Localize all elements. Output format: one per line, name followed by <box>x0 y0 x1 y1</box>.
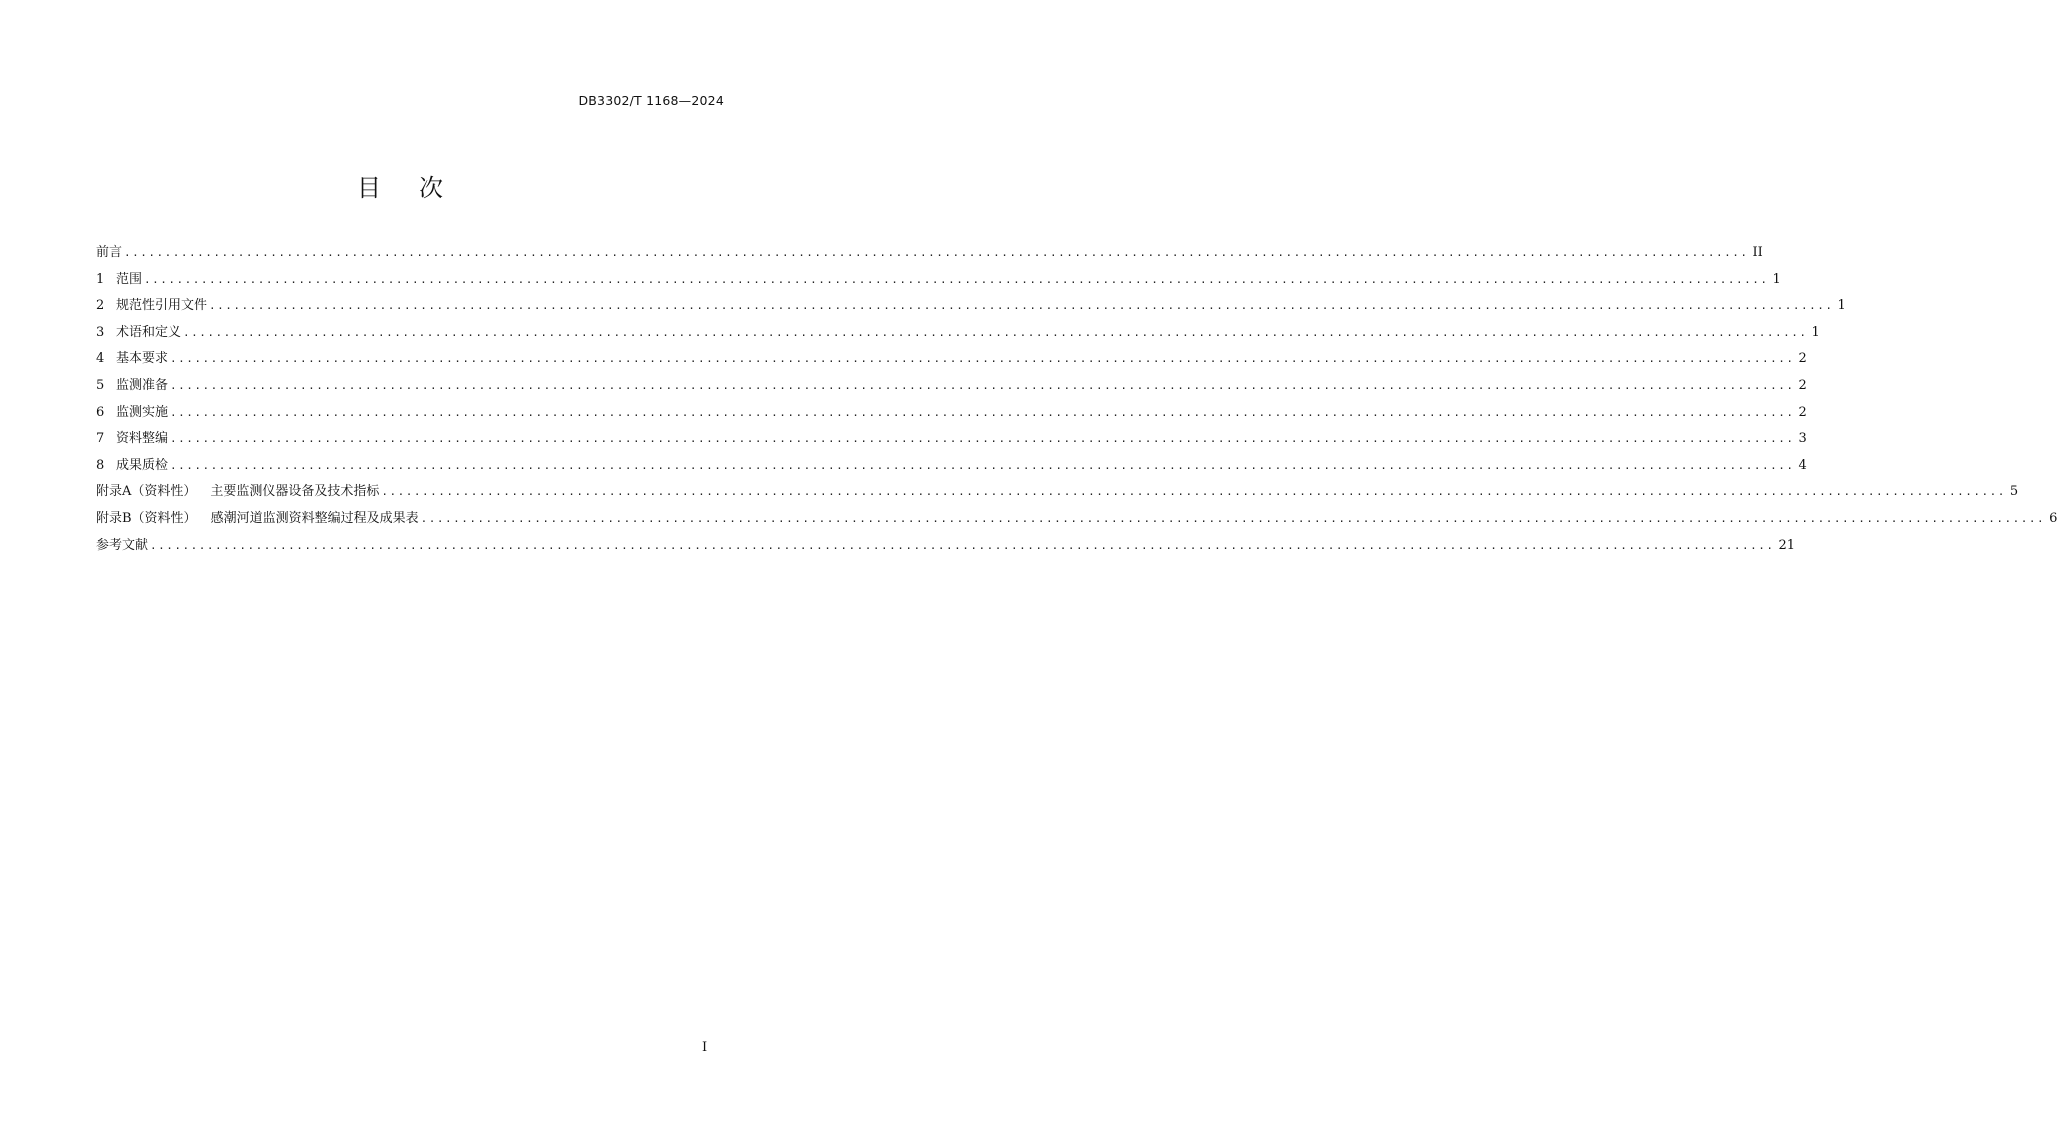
toc-dot-leader: ........................................................................................................................................................................................................ <box>209 299 1834 313</box>
toc-entry-basic-requirements[interactable] <box>96 346 1807 373</box>
toc-page-number: 6 <box>2049 510 2057 526</box>
toc-page-number: 3 <box>1798 431 1807 447</box>
toc-page-number: 2 <box>1798 351 1807 367</box>
toc-page-number: 1 <box>1772 271 1781 287</box>
toc-entry-data-compilation[interactable] <box>96 426 1807 453</box>
toc-dot-leader: ........................................................................................................................................................................................................ <box>381 485 2006 499</box>
toc-page-number: 4 <box>1798 457 1807 473</box>
toc-entry-appendix-b[interactable] <box>96 506 2057 533</box>
toc-entry-quality-inspection[interactable] <box>96 453 1807 480</box>
toc-entry-label: 范围 <box>116 271 143 287</box>
toc-entry-monitoring-preparation[interactable] <box>96 373 1807 400</box>
toc-section-number: 3 <box>96 324 105 340</box>
table-of-contents <box>96 240 2057 559</box>
toc-entry-appendix-a[interactable] <box>96 479 2019 506</box>
toc-entry-scope[interactable] <box>96 267 1781 294</box>
toc-section-number: 7 <box>96 431 105 447</box>
page-title: 目次 <box>357 174 481 202</box>
toc-entry-normative-references[interactable] <box>96 293 1846 320</box>
toc-dot-leader: ........................................................................................................................................................................................................ <box>170 352 1795 366</box>
toc-dot-leader: ........................................................................................................................................................................................................ <box>144 272 1769 286</box>
toc-section-number: 2 <box>96 298 105 314</box>
toc-section-number: 6 <box>96 404 105 420</box>
toc-entry-label <box>96 506 419 533</box>
toc-entry-label: 资料整编 <box>116 431 169 447</box>
toc-dot-leader: ........................................................................................................................................................................................................ <box>170 378 1795 392</box>
toc-entry-label: 术语和定义 <box>116 324 182 340</box>
toc-section-number: 1 <box>96 271 105 287</box>
toc-dot-leader: ........................................................................................................................................................................................................ <box>170 432 1795 446</box>
toc-dot-leader: ........................................................................................................................................................................................................ <box>170 458 1795 472</box>
page-number: I <box>702 1040 708 1055</box>
toc-section-number: 4 <box>96 351 105 367</box>
toc-entry-label: 前言 <box>96 245 123 260</box>
toc-section-number: 5 <box>96 377 105 393</box>
toc-page-number: 2 <box>1798 377 1807 393</box>
toc-page-number: 1 <box>1837 298 1846 314</box>
toc-page-number: 1 <box>1811 324 1820 340</box>
toc-dot-leader: ........................................................................................................................................................................................................ <box>420 511 2046 525</box>
toc-section-number: 8 <box>96 457 105 473</box>
toc-entry-label: 基本要求 <box>116 351 169 367</box>
toc-entry-label: 监测准备 <box>116 377 169 393</box>
toc-appendix-label: 附录B（资料性） <box>96 510 197 526</box>
toc-entry-label: 参考文献 <box>96 537 149 553</box>
toc-dot-leader: ........................................................................................................................................................................................................ <box>124 246 1749 259</box>
toc-entry-label <box>96 479 379 506</box>
toc-appendix-title: 感潮河道监测资料整编过程及成果表 <box>210 510 419 526</box>
toc-dot-leader: ........................................................................................................................................................................................................ <box>183 325 1808 339</box>
toc-dot-leader: ........................................................................................................................................................................................................ <box>150 538 1775 552</box>
toc-page-number: 2 <box>1798 404 1807 420</box>
toc-entry-label: 监测实施 <box>116 404 169 420</box>
toc-entry-terms-definitions[interactable] <box>96 320 1820 347</box>
toc-entry-bibliography[interactable] <box>96 533 1796 560</box>
toc-dot-leader: ........................................................................................................................................................................................................ <box>170 405 1795 419</box>
toc-entry-label: 规范性引用文件 <box>116 298 208 314</box>
toc-page-number: 5 <box>2009 484 2019 500</box>
toc-page-number: 21 <box>1778 537 1796 553</box>
toc-entry-monitoring-implementation[interactable] <box>96 400 1807 427</box>
toc-appendix-title: 主要监测仪器设备及技术指标 <box>210 484 380 500</box>
toc-page-number: II <box>1752 245 1763 260</box>
toc-appendix-label: 附录A（资料性） <box>96 484 197 500</box>
toc-entry-label: 成果质检 <box>116 457 169 473</box>
document-code: DB3302/T 1168—2024 <box>578 93 724 108</box>
toc-entry-foreword[interactable] <box>96 240 1763 267</box>
